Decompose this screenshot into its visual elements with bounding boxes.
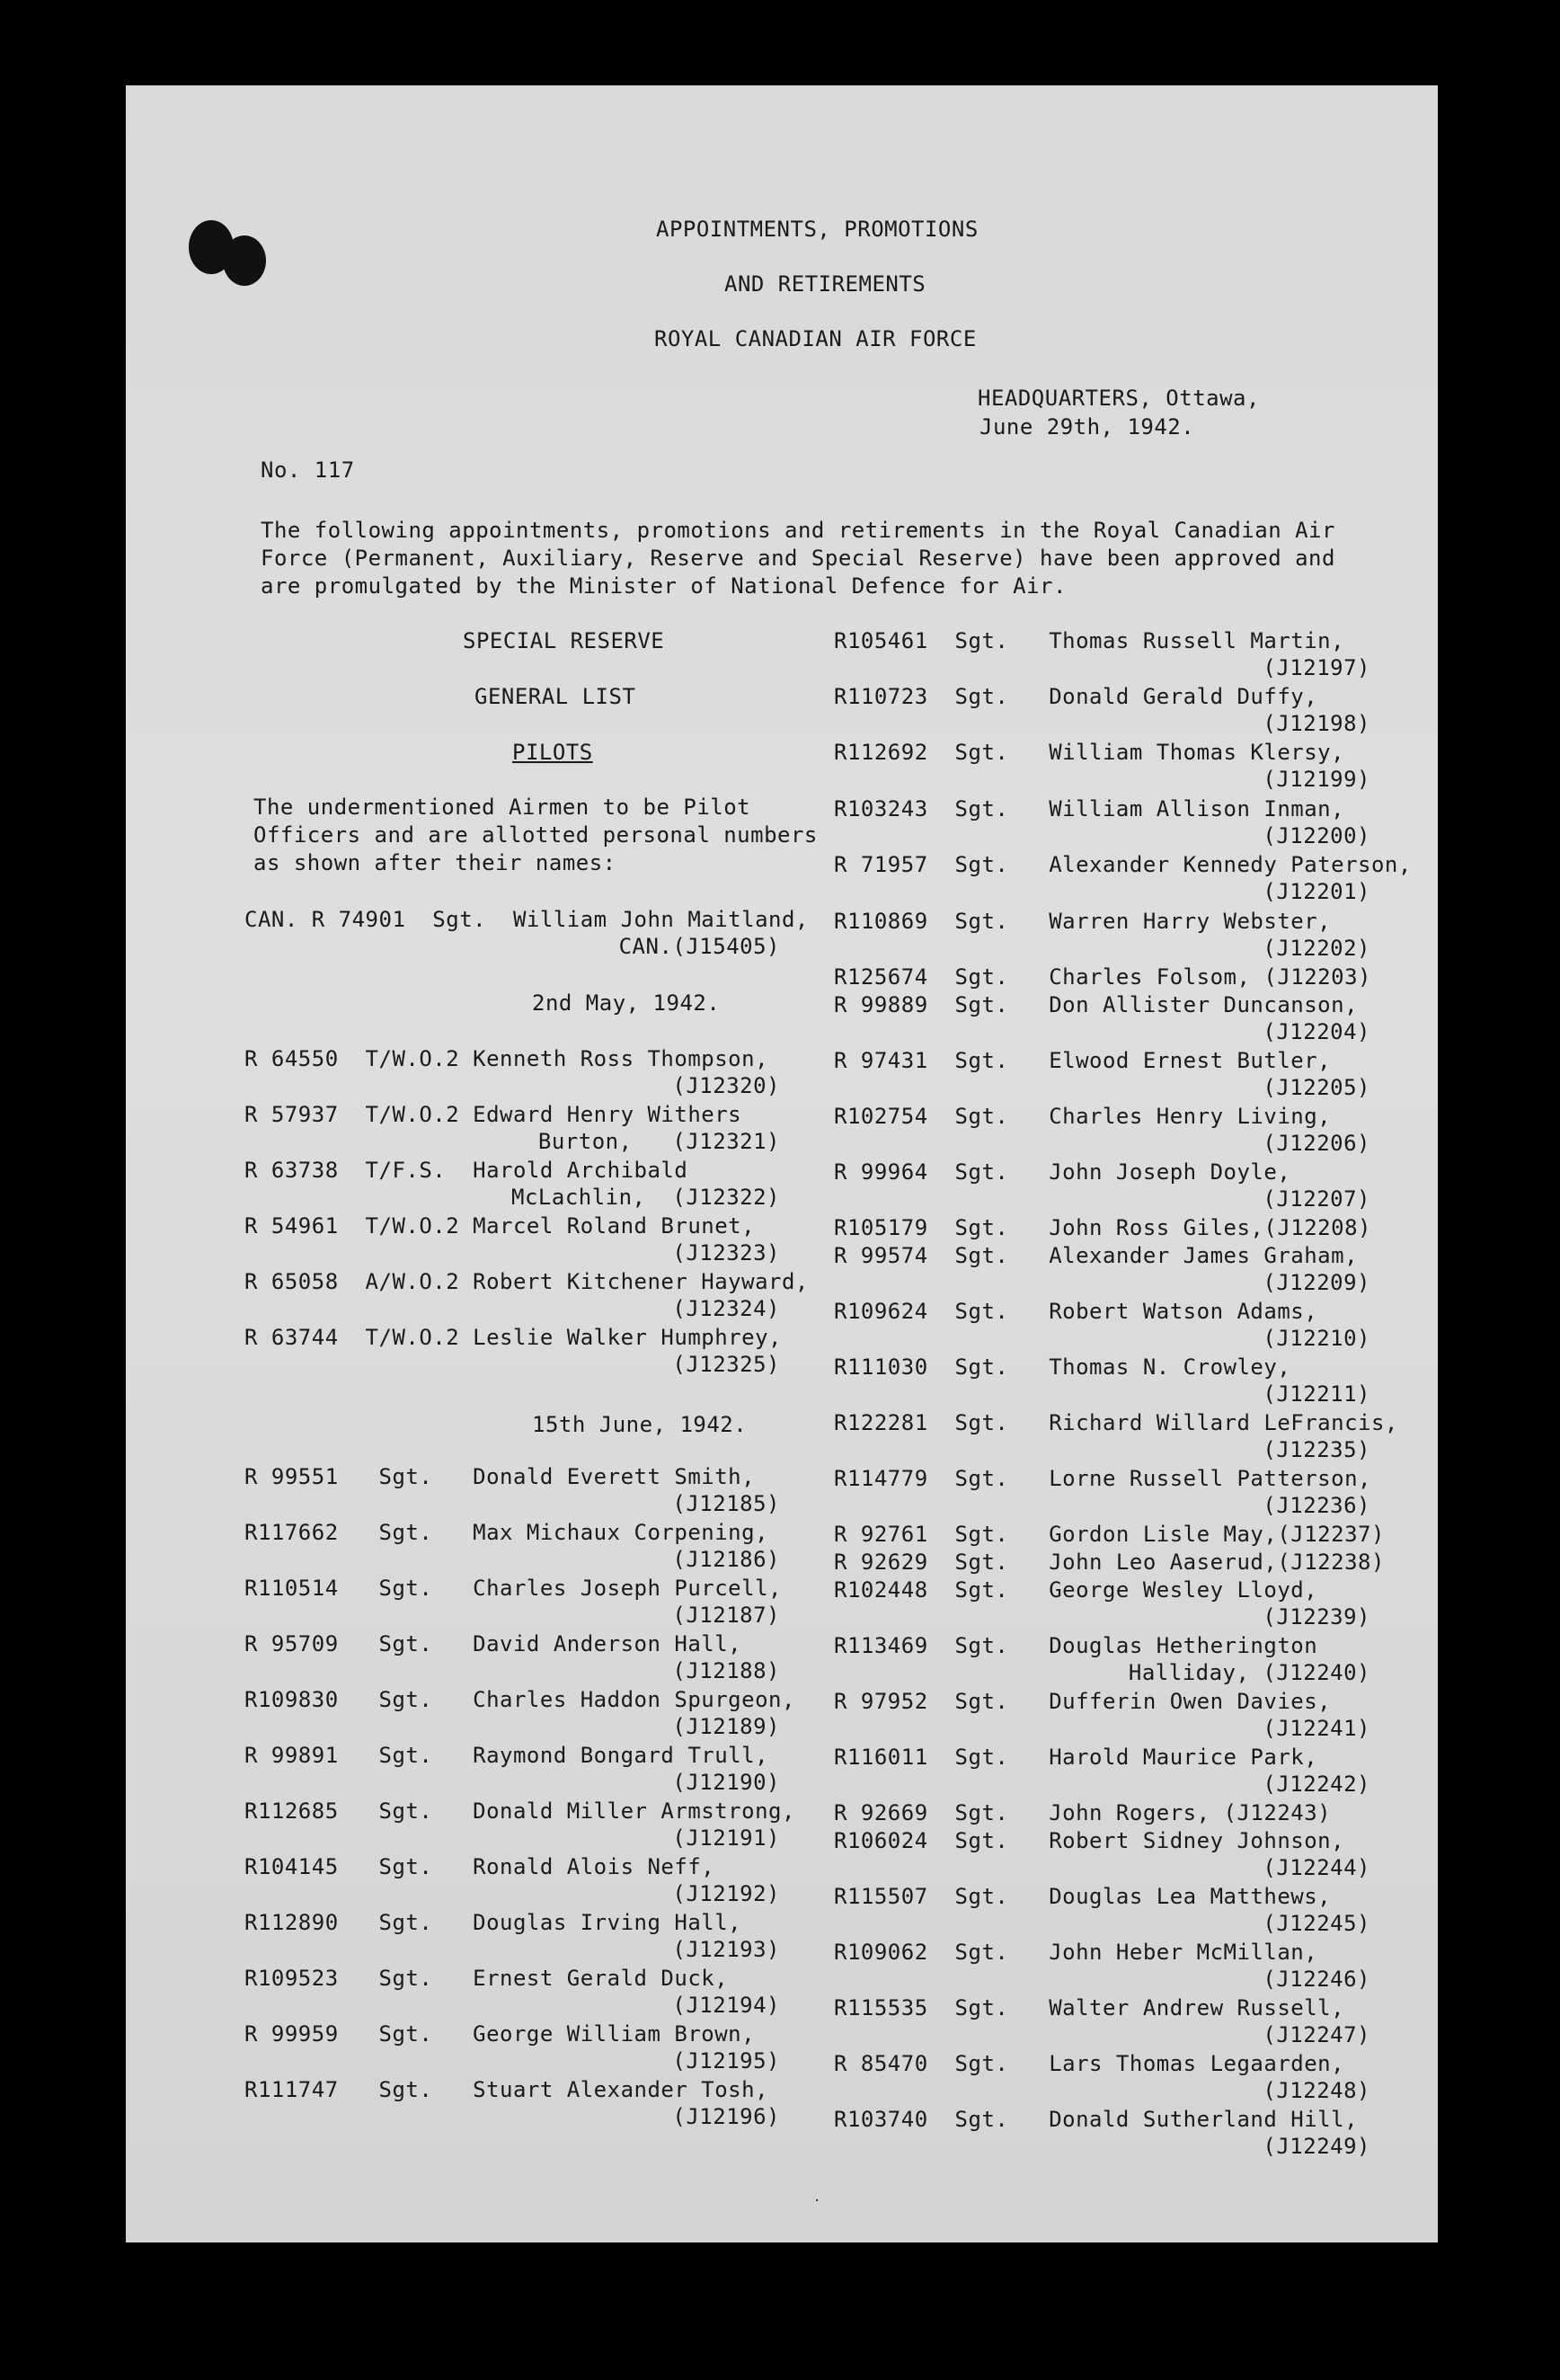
para-line-2: Officers and are allotted personal numbers [253,822,818,848]
left-entry-line: R112890 Sgt. Douglas Irving Hall, [244,1910,742,1935]
left-entry-number: (J12185) [672,1491,780,1516]
left-entry-line: R 63744 T/W.O.2 Leslie Walker Humphrey, [244,1325,782,1350]
right-entry-line: R110869 Sgt. Warren Harry Webster, [834,909,1332,934]
right-entry-line: R 92629 Sgt. John Leo Aaserud,(J12238) [834,1550,1385,1575]
left-entry-number: (J12186) [672,1547,780,1572]
right-entry-number: Halliday, (J12240) [1128,1660,1370,1685]
left-entry-line: R117662 Sgt. Max Michaux Corpening, [244,1520,769,1545]
document-number: No. 117 [261,457,355,483]
document-date: June 29th, 1942. [979,414,1195,440]
left-entry-line: R104145 Sgt. Ronald Alois Neff, [244,1854,715,1879]
right-entry-line: R111030 Sgt. Thomas N. Crowley, [834,1354,1291,1380]
title-line-1: APPOINTMENTS, PROMOTIONS [656,217,979,242]
right-entry-number: (J12236) [1263,1493,1370,1518]
right-entry-line: R114779 Sgt. Lorne Russell Patterson, [834,1466,1371,1491]
left-entry-number: (J12325) [672,1352,780,1377]
left-entry-line: R 65058 A/W.O.2 Robert Kitchener Hayward, [244,1269,809,1294]
left-entry-line: R111747 Sgt. Stuart Alexander Tosh, [244,2077,769,2102]
hq-location: HEADQUARTERS, Ottawa, [978,386,1260,411]
right-entry-number: (J12246) [1263,1967,1370,1992]
left-entry-line: R109523 Sgt. Ernest Gerald Duck, [244,1966,729,1991]
left-entry-number: (J12188) [672,1658,780,1683]
left-entry-line: R110514 Sgt. Charles Joseph Purcell, [244,1576,782,1601]
right-entry-line: R109624 Sgt. Robert Watson Adams, [834,1299,1318,1324]
right-entry-line: R 97431 Sgt. Elwood Ernest Butler, [834,1048,1332,1073]
left-entry-line: R109830 Sgt. Charles Haddon Spurgeon, [244,1687,795,1712]
right-entry-line: R 71957 Sgt. Alexander Kennedy Paterson, [834,852,1412,877]
para-line-3: as shown after their names: [253,850,616,875]
right-entry-number: (J12244) [1263,1855,1370,1880]
right-entry-line: R105179 Sgt. John Ross Giles,(J12208) [834,1215,1371,1240]
right-entry-line: R102754 Sgt. Charles Henry Living, [834,1104,1332,1129]
left-entry-number: (J12195) [672,2048,780,2074]
left-entry-line: CAN. R 74901 Sgt. William John Maitland, [244,907,809,932]
left-entry-number: (J12192) [672,1881,780,1906]
right-entry-line: R 92669 Sgt. John Rogers, (J12243) [834,1800,1332,1825]
right-entry-number: (J12205) [1263,1075,1370,1100]
section-heading-general-list: GENERAL LIST [474,684,636,709]
title-line-3: ROYAL CANADIAN AIR FORCE [654,326,977,351]
right-entry-number: (J12202) [1263,936,1370,961]
left-entry-number: McLachlin, (J12322) [511,1185,780,1210]
section-heading-pilots: PILOTS [512,740,593,765]
right-entry-number: (J12245) [1263,1911,1370,1936]
right-entry-number: (J12241) [1263,1716,1370,1741]
right-entry-line: R 92761 Sgt. Gordon Lisle May,(J12237) [834,1522,1385,1547]
right-entry-number: (J12249) [1263,2134,1370,2159]
right-entry-line: R116011 Sgt. Harold Maurice Park, [834,1745,1318,1770]
right-entry-number: (J12247) [1263,2022,1370,2047]
section-heading-special-reserve: SPECIAL RESERVE [463,628,665,653]
right-entry-line: R103243 Sgt. William Allison Inman, [834,796,1345,821]
right-entry-number: (J12210) [1263,1326,1370,1351]
right-entry-line: R 85470 Sgt. Lars Thomas Legaarden, [834,2051,1345,2076]
title-line-2: AND RETIREMENTS [724,271,926,297]
right-entry-number: (J12235) [1263,1437,1370,1462]
intro-line-3: are promulgated by the Minister of National Defence for Air. [261,573,1067,599]
para-line-1: The undermentioned Airmen to be Pilot [253,795,751,820]
intro-line-1: The following appointments, promotions and retirements in the Royal Canadian Air [261,518,1335,543]
left-entry-number: (J12320) [672,1073,780,1098]
right-entry-number: (J12209) [1263,1270,1370,1295]
intro-line-2: Force (Permanent, Auxiliary, Reserve and Special Reserve) have been approved and [261,546,1335,571]
right-entry-number: (J12199) [1263,767,1370,792]
punch-hole-2 [223,235,266,286]
right-entry-line: R115507 Sgt. Douglas Lea Matthews, [834,1884,1332,1909]
left-entry-line: R112685 Sgt. Donald Miller Armstrong, [244,1798,795,1824]
right-entry-line: R106024 Sgt. Robert Sidney Johnson, [834,1828,1345,1853]
left-entry-number: Burton, (J12321) [537,1129,780,1154]
left-entry-line: R 63738 T/F.S. Harold Archibald [244,1158,688,1183]
footer-mark: . [813,2190,821,2205]
left-entry-number: (J12191) [672,1825,780,1851]
right-entry-number: (J12197) [1263,655,1370,680]
left-entry-number: (J12189) [672,1714,780,1739]
left-entry-number: (J12324) [672,1296,780,1321]
left-entry-line: R 64550 T/W.O.2 Kenneth Ross Thompson, [244,1046,769,1071]
left-entry-number: (J12194) [672,1993,780,2018]
right-entry-number: (J12248) [1263,2078,1370,2103]
right-entry-line: R 99964 Sgt. John Joseph Doyle, [834,1159,1291,1185]
right-entry-line: R109062 Sgt. John Heber McMillan, [834,1940,1318,1965]
right-entry-line: R122281 Sgt. Richard Willard LeFrancis, [834,1410,1398,1435]
left-entry-line: 15th June, 1942. [532,1412,748,1437]
right-entry-number: (J12239) [1263,1604,1370,1630]
left-entry-number: (J12323) [672,1240,780,1265]
left-entry-line: R 99959 Sgt. George William Brown, [244,2021,756,2047]
right-entry-line: R 99889 Sgt. Don Allister Duncanson, [834,992,1359,1017]
left-entry-number: (J12193) [672,1937,780,1962]
left-entry-line: R 57937 T/W.O.2 Edward Henry Withers [244,1102,742,1127]
right-entry-number: (J12200) [1263,823,1370,848]
left-entry-number: (J12190) [672,1770,780,1795]
left-entry-line: R 99551 Sgt. Donald Everett Smith, [244,1464,756,1489]
right-entry-number: (J12198) [1263,711,1370,736]
right-entry-line: R113469 Sgt. Douglas Hetherington [834,1633,1318,1658]
left-entry-line: 2nd May, 1942. [532,990,721,1016]
left-entry-line: R 95709 Sgt. David Anderson Hall, [244,1631,742,1656]
right-entry-line: R105461 Sgt. Thomas Russell Martin, [834,628,1345,653]
right-entry-line: R115535 Sgt. Walter Andrew Russell, [834,1995,1345,2020]
right-entry-line: R125674 Sgt. Charles Folsom, (J12203) [834,964,1371,990]
right-entry-line: R103740 Sgt. Donald Sutherland Hill, [834,2107,1359,2132]
left-entry-number: CAN.(J15405) [618,934,780,959]
right-entry-line: R110723 Sgt. Donald Gerald Duffy, [834,684,1318,709]
right-entry-line: R112692 Sgt. William Thomas Klersy, [834,740,1345,765]
right-entry-line: R102448 Sgt. George Wesley Lloyd, [834,1577,1318,1603]
right-entry-number: (J12204) [1263,1019,1370,1044]
right-entry-number: (J12211) [1263,1381,1370,1407]
right-entry-line: R 99574 Sgt. Alexander James Graham, [834,1243,1359,1268]
left-entry-line: R 99891 Sgt. Raymond Bongard Trull, [244,1743,769,1768]
right-entry-number: (J12207) [1263,1186,1370,1212]
left-entry-line: R 54961 T/W.O.2 Marcel Roland Brunet, [244,1213,756,1239]
right-entry-line: R 97952 Sgt. Dufferin Owen Davies, [834,1689,1332,1714]
right-entry-number: (J12201) [1263,879,1370,904]
right-entry-number: (J12206) [1263,1131,1370,1156]
left-entry-number: (J12196) [672,2104,780,2129]
right-entry-number: (J12242) [1263,1772,1370,1797]
left-entry-number: (J12187) [672,1603,780,1628]
